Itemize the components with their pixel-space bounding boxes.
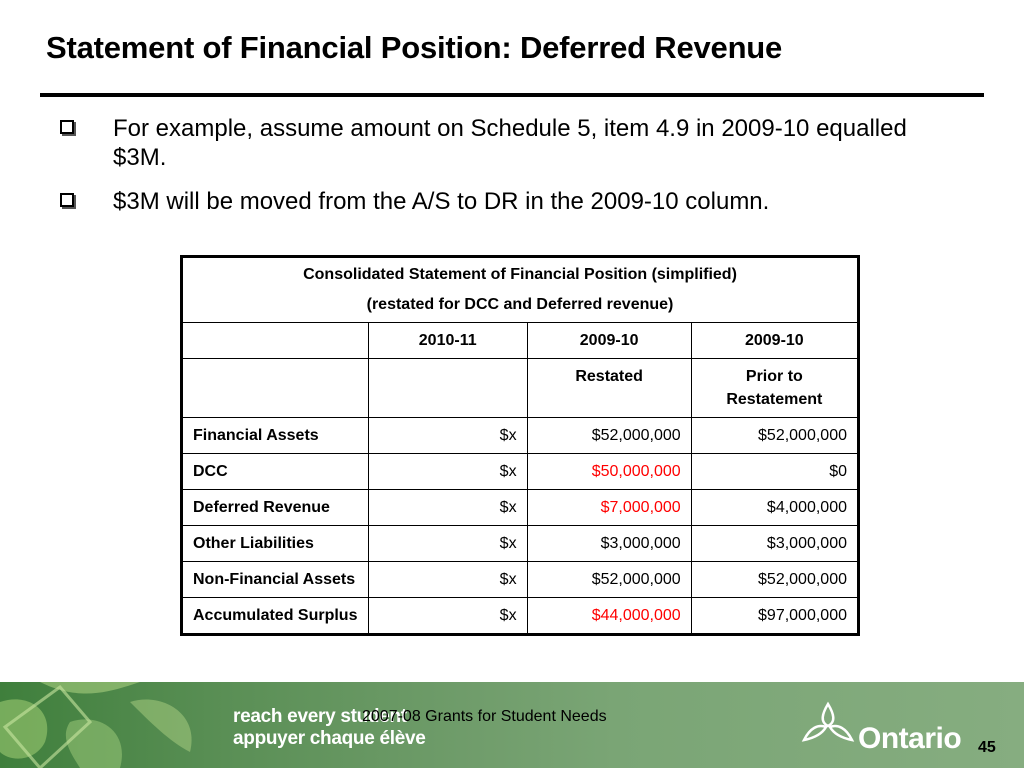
cell-2009-10-restated-highlighted: $44,000,000 [527,598,691,635]
table-row [182,562,859,598]
slide-title: Statement of Financial Position: Deferred Revenue [46,30,783,65]
column-subheader: Restated [527,359,691,418]
column-header: 2009-10 [527,323,691,359]
column-subheader [182,359,369,418]
ontario-wordmark: Ontario [858,722,962,755]
cell-2009-10-prior: $4,000,000 [691,490,858,526]
title-underline [40,93,984,97]
table-title-row [182,257,859,323]
row-label: Deferred Revenue [182,490,369,526]
cell-2010-11: $x [368,418,527,454]
cell-2010-11: $x [368,562,527,598]
row-label: Financial Assets [182,418,369,454]
table-subheader-row [182,359,859,418]
cell-2009-10-restated-highlighted: $50,000,000 [527,454,691,490]
cell-2010-11: $x [368,490,527,526]
cell-2009-10-prior: $52,000,000 [691,418,858,454]
column-subheader: Prior to Restatement [691,359,858,418]
cell-2009-10-restated-highlighted: $7,000,000 [527,490,691,526]
table-title-line-1: Consolidated Statement of Financial Position (simplified) [303,266,737,283]
bullet-item [60,187,960,216]
table-title-line-2: (restated for DCC and Deferred revenue) [366,296,674,313]
cell-2009-10-prior: $52,000,000 [691,562,858,598]
bullet-text: $3M will be moved from the A/S to DR in the 2009-10 column. [113,188,770,215]
cell-2010-11: $x [368,526,527,562]
leaf-decoration-icon [0,682,240,768]
table-row [182,526,859,562]
slogan-french: appuyer chaque élève [233,728,426,749]
table-row [182,490,859,526]
table-row [182,418,859,454]
cell-2009-10-restated: $3,000,000 [527,526,691,562]
column-header: 2009-10 [691,323,858,359]
column-header [182,323,369,359]
cell-2009-10-prior: $3,000,000 [691,526,858,562]
trillium-logo-icon [798,700,858,748]
row-label: Non-Financial Assets [182,562,369,598]
cell-2009-10-prior: $97,000,000 [691,598,858,635]
column-header: 2010-11 [368,323,527,359]
table-title [182,257,859,323]
row-label: Accumulated Surplus [182,598,369,635]
cell-2009-10-restated: $52,000,000 [527,418,691,454]
table-row [182,598,859,635]
table-row [182,454,859,490]
bullet-item [60,114,960,172]
bullet-text: For example, assume amount on Schedule 5, item 4.9 in 2009-10 equalled $3M. [113,115,907,171]
footer-center-text: 2007-08 Grants for Student Needs [362,708,607,725]
column-subheader [368,359,527,418]
cell-2010-11: $x [368,598,527,635]
cell-2009-10-restated: $52,000,000 [527,562,691,598]
checkbox-bullet-icon [60,193,74,207]
financial-position-table [180,255,860,636]
row-label: DCC [182,454,369,490]
table-header-row [182,323,859,359]
checkbox-bullet-icon [60,120,74,134]
bullet-list [60,114,960,231]
page-number: 45 [978,739,996,756]
cell-2009-10-prior: $0 [691,454,858,490]
row-label: Other Liabilities [182,526,369,562]
cell-2010-11: $x [368,454,527,490]
slogan-english: reach every student [233,706,407,727]
